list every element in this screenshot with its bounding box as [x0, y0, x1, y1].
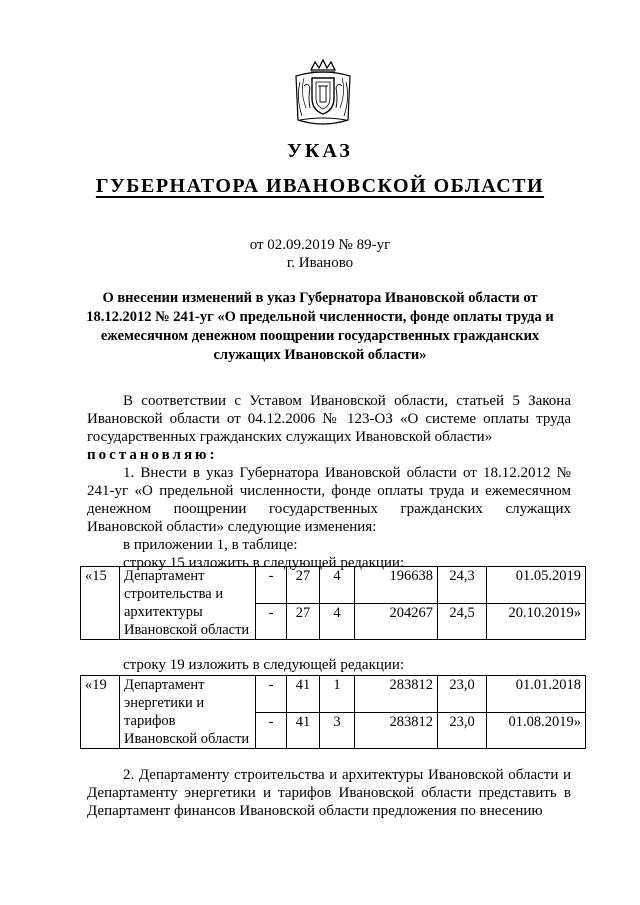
- cell-f: 20.10.2019»: [487, 604, 586, 640]
- row15-intro: строку 15 изложить в следующей редакции:: [123, 555, 405, 571]
- preamble-paragraph: В соответствии с Уставом Ивановской области, статьей 5 Закона Ивановской области от 04.12.2006 № 123-ОЗ «О системе оплаты труда государственных гражданских служащих Ивановской области»: [87, 393, 571, 445]
- decree-title: УКАЗ: [287, 140, 353, 162]
- row19-intro: строку 19 изложить в следующей редакции:: [123, 657, 405, 673]
- row-number: «19: [81, 676, 120, 749]
- cell-b: 41: [287, 713, 320, 749]
- item-2-paragraph: 2. Департаменту строительства и архитектуры Ивановской области и Департаменту энергетики и тарифов Ивановской области представить в Департамент финансов Ивановской области предложения по внесению: [87, 767, 571, 819]
- cell-e: 23,0: [438, 676, 487, 713]
- cell-b: 41: [287, 676, 320, 713]
- body-section-3: [87, 766, 571, 820]
- body-section-1: [87, 392, 571, 572]
- cell-a: -: [256, 713, 287, 749]
- item-1-paragraph: 1. Внести в указ Губернатора Ивановской области от 18.12.2012 № 241-уг «О предельной численности, фонде оплаты труда и ежемесячном денежном поощрении государственных гражданских служащих Ивановской области» следующие изменения:: [87, 465, 571, 535]
- row-number: «15: [81, 567, 120, 640]
- cell-e: 23,0: [438, 713, 487, 749]
- cell-e: 24,5: [438, 604, 487, 640]
- city: г. Иваново: [286, 255, 354, 271]
- cell-b: 27: [287, 567, 320, 604]
- cell-c: 4: [320, 604, 355, 640]
- decree-subject: О внесении изменений в указ Губернатора Ивановской области от 18.12.2012 № 241-уг «О предельной численности, фонде оплаты труда и ежемесячном денежном поощрении государственных гражданских служащих Ивановской области»: [86, 290, 554, 363]
- cell-b: 27: [287, 604, 320, 640]
- coat-of-arms-emblem: [290, 58, 356, 128]
- cell-d: 204267: [355, 604, 438, 640]
- table-row: [81, 567, 586, 604]
- cell-c: 1: [320, 676, 355, 713]
- cell-d: 283812: [355, 713, 438, 749]
- decrees-word: постановляю:: [87, 447, 218, 463]
- date-block: [0, 236, 640, 272]
- date-number: от 02.09.2019 № 89-уг: [249, 237, 391, 253]
- cell-f: 01.01.2018: [487, 676, 586, 713]
- cell-e: 24,3: [438, 567, 487, 604]
- department-name: Департамент энергетики и тарифов Ивановской области: [120, 676, 256, 749]
- cell-c: 4: [320, 567, 355, 604]
- cell-d: 283812: [355, 676, 438, 713]
- issuer-title: [0, 175, 640, 198]
- appendix-line: в приложении 1, в таблице:: [123, 537, 298, 553]
- cell-f: 01.08.2019»: [487, 713, 586, 749]
- cell-f: 01.05.2019: [487, 567, 586, 604]
- issuer-title-text: ГУБЕРНАТОРА ИВАНОВСКОЙ ОБЛАСТИ: [95, 175, 545, 197]
- table-row-15: [80, 566, 586, 640]
- table-row: [81, 676, 586, 713]
- cell-a: -: [256, 604, 287, 640]
- department-name: Департамент строительства и архитектуры Ивановской области: [120, 567, 256, 640]
- cell-c: 3: [320, 713, 355, 749]
- cell-a: -: [256, 567, 287, 604]
- cell-d: 196638: [355, 567, 438, 604]
- body-section-2: [87, 656, 571, 674]
- cell-a: -: [256, 676, 287, 713]
- table-row-19: [80, 675, 586, 749]
